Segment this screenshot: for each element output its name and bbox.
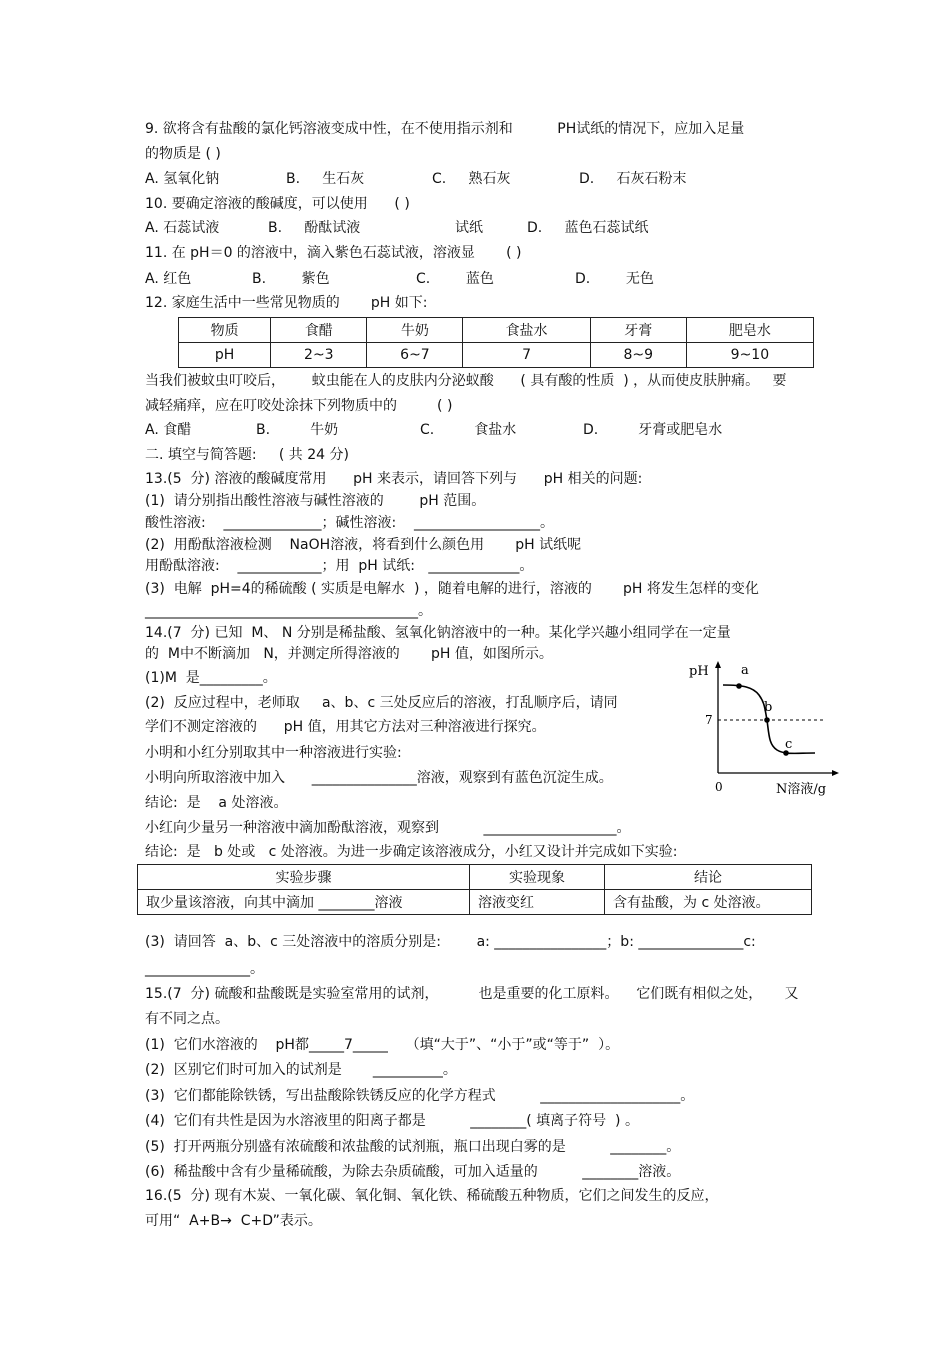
q14-line5: 学们不测定溶液的 pH 值，用其它方法对三种溶液进行探究。: [145, 719, 546, 735]
q14-line3: (1)M 是_________。: [145, 670, 277, 686]
q9-option-c: C. 熟石灰: [432, 171, 511, 187]
q12-stem: 12. 家庭生活中一些常见物质的 pH 如下:: [145, 295, 428, 311]
q15-line7: (5) 打开两瓶分别盛有浓硫酸和浓盐酸的试剂瓶，瓶口出现白雾的是 ________。: [145, 1139, 681, 1155]
q15-line1: 15.(7 分) 硫酸和盐酸既是实验室常用的试剂， 也是重要的化工原料。 它们既有相似之处， 又: [145, 986, 799, 1002]
seven-label: 7: [705, 713, 713, 727]
table-row: [179, 318, 814, 343]
table-cell: 牙膏: [590, 318, 686, 343]
section-heading: 二. 填空与简答题: ( 共 24 分): [145, 447, 349, 463]
q12-option-c: C. 食盐水: [420, 422, 517, 438]
table-cell: 取少量该溶液，向其中滴加 ________溶液: [138, 890, 470, 915]
q15-line4: (2) 区别它们时可加入的试剂是 __________。: [145, 1062, 457, 1078]
table-cell: 2~3: [271, 343, 367, 368]
q9-option-b: B. 生石灰: [286, 171, 365, 187]
table-cell: 6~7: [367, 343, 463, 368]
q13-line6: (3) 电解 pH=4的稀硫酸 ( 实质是电解水 ) ，随着电解的进行，溶液的 pH 将发生怎样的变化: [145, 581, 759, 597]
ph-table: [178, 317, 814, 368]
q14-line8: 结论: 是 a 处溶液。: [145, 795, 288, 811]
point-b-label: b: [764, 700, 773, 715]
table-cell: 9~10: [686, 343, 813, 368]
point-b: [764, 717, 770, 723]
q9-stem-line1: 9. 欲将含有盐酸的氯化钙溶液变成中性，在不使用指示剂和 PH试纸的情况下，应加入足量: [145, 121, 745, 137]
q10-option-a: A. 石蕊试液: [145, 220, 220, 236]
q10-option-b: B. 酚酞试液: [268, 220, 361, 236]
q15-line3: (1) 它们水溶液的 pH都_____7_____ （填“大于”、“小于”或“等于” ）。: [145, 1037, 620, 1053]
graph-svg: [685, 655, 845, 800]
table-cell: 物质: [179, 318, 271, 343]
table-header-cell: 实验现象: [470, 865, 605, 890]
y-axis-arrow: [715, 661, 721, 668]
q11-option-b: B. 紫色: [252, 271, 330, 287]
q9-stem-line2: 的物质是 ( ): [145, 146, 221, 162]
q12-option-b: B. 牛奶: [256, 422, 339, 438]
ph-titration-graph: [685, 655, 845, 800]
point-c-label: c: [785, 737, 793, 752]
table-cell: 8~9: [590, 343, 686, 368]
q15-line5: (3) 它们都能除铁锈，写出盐酸除铁锈反应的化学方程式 ____________________。: [145, 1088, 695, 1104]
table-cell: 肥皂水: [686, 318, 813, 343]
q14-line9: 小红向少量另一种溶液中滴加酚酞溶液，观察到 ___________________。: [145, 820, 631, 836]
table-cell: 7: [463, 343, 590, 368]
table-cell: 溶液变红: [470, 890, 605, 915]
table-cell: 食醋: [271, 318, 367, 343]
q10-stem: 10. 要确定溶液的酸碱度，可以使用 ( ): [145, 196, 410, 212]
table-row: [179, 343, 814, 368]
x-axis-arrow: [832, 770, 839, 776]
q15-line2: 有不同之点。: [145, 1011, 229, 1027]
q12-text-line2: 当我们被蚊虫叮咬后， 蚊虫能在人的皮肤内分泌蚁酸 ( 具有酸的性质 ) ，从而使皮肤肿痛。 要: [145, 373, 787, 389]
q11-option-c: C. 蓝色: [416, 271, 494, 287]
experiment-table: [137, 864, 812, 915]
q12-option-a: A. 食醋: [145, 422, 192, 438]
table-header-cell: 实验步骤: [138, 865, 470, 890]
table-header-cell: 结论: [605, 865, 812, 890]
x-axis-label: N溶液/g: [776, 782, 827, 797]
q14-line1: 14.(7 分) 已知 M、 N 分别是稀盐酸、氢氧化钠溶液中的一种。某化学兴趣小组同学在一定量: [145, 625, 731, 641]
q14-line2: 的 M中不断滴加 N，并测定所得溶液的 pH 值，如图所示。: [145, 646, 553, 662]
q13-line1: 13.(5 分) 溶液的酸碱度常用 pH 来表示，请回答下列与 pH 相关的问题:: [145, 471, 643, 487]
q13-line5: 用酚酞溶液: ____________；用 pH 试纸: _____________。: [145, 558, 534, 574]
q13-line2: (1) 请分别指出酸性溶液与碱性溶液的 pH 范围。: [145, 493, 486, 509]
q14-line12: _______________。: [145, 961, 264, 977]
q14-line11: (3) 请回答 a、b、c 三处溶液中的溶质分别是: a: ________________；b: _______________c:: [145, 934, 756, 950]
q15-line6: (4) 它们有共性是因为水溶液里的阳离子都是 ________( 填离子符号 ) 。: [145, 1113, 639, 1129]
q13-line4: (2) 用酚酞溶液检测 NaOH溶液，将看到什么颜色用 pH 试纸呢: [145, 537, 582, 553]
q9-option-d: D. 石灰石粉末: [579, 171, 687, 187]
q14-line6: 小明和小红分别取其中一种溶液进行实验:: [145, 745, 402, 761]
q12-text-line3: 减轻痛痒，应在叮咬处涂抹下列物质中的 ( ): [145, 398, 453, 414]
table-row: [138, 890, 812, 915]
table-cell: 牛奶: [367, 318, 463, 343]
q15-line8: (6) 稀盐酸中含有少量稀硫酸，为除去杂质硫酸，可加入适量的 ________溶液。: [145, 1164, 681, 1180]
q14-line7: 小明向所取溶液中加入 _______________溶液，观察到有蓝色沉淀生成。: [145, 770, 613, 786]
q11-option-a: A. 红色: [145, 271, 192, 287]
point-a: [736, 683, 742, 689]
table-row: [138, 865, 812, 890]
q11-stem: 11. 在 pH＝0 的溶液中，滴入紫色石蕊试液，溶液显 ( ): [145, 245, 522, 261]
q11-option-d: D. 无色: [575, 271, 654, 287]
table-cell: 食盐水: [463, 318, 590, 343]
q12-option-d: D. 牙膏或肥皂水: [583, 422, 723, 438]
origin-label: 0: [715, 780, 723, 794]
q10-option-d: D. 蓝色石蕊试纸: [527, 220, 649, 236]
table-cell: pH: [179, 343, 271, 368]
q16-line1: 16.(5 分) 现有木炭、一氧化碳、氧化铜、氧化铁、稀硫酸五种物质，它们之间发生的反应，: [145, 1188, 719, 1204]
point-a-label: a: [741, 663, 749, 678]
table-cell: 含有盐酸，为 c 处溶液。: [605, 890, 812, 915]
q10-option-c: 试纸: [455, 220, 483, 236]
q13-line7: _______________________________________。: [145, 603, 432, 619]
q14-line4: (2) 反应过程中，老师取 a、b、c 三处反应后的溶液，打乱顺序后，请同: [145, 695, 618, 711]
q16-line2: 可用“ A+B→ C+D”表示。: [145, 1213, 322, 1229]
q9-option-a: A. 氢氧化钠: [145, 171, 220, 187]
q14-line10: 结论: 是 b 处或 c 处溶液。为进一步确定该溶液成分，小红又设计并完成如下实验:: [145, 844, 678, 860]
y-axis-label: pH: [689, 664, 709, 679]
q13-line3: 酸性溶液: ______________；碱性溶液: __________________。: [145, 515, 555, 531]
